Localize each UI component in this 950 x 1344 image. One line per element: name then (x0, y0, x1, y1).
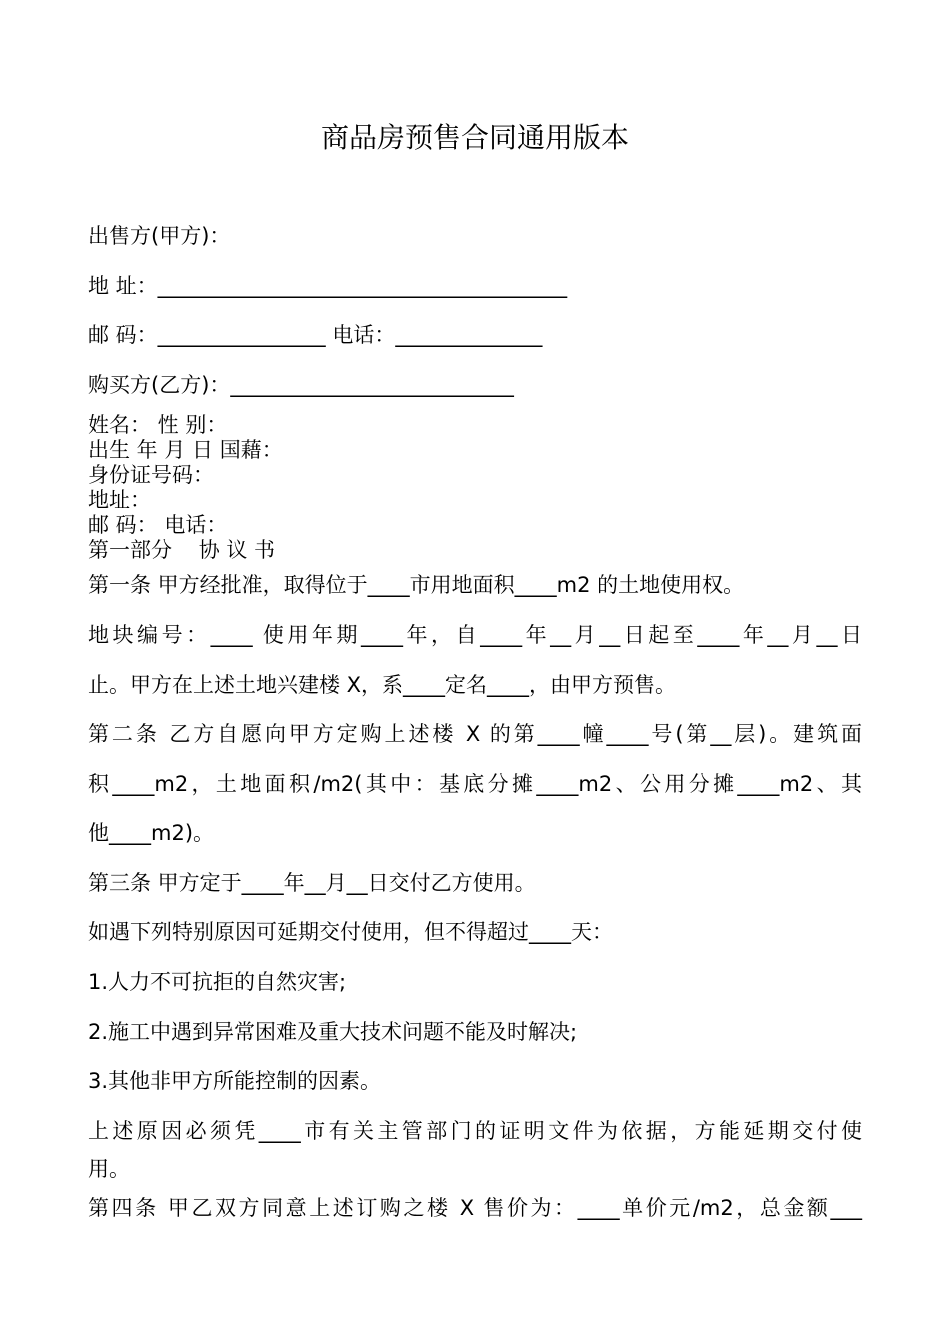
delay-reason-3: 3.其他非甲方所能控制的因素。 (88, 1069, 382, 1093)
delay-reason-2: 2.施工中遇到异常困难及重大技术问题不能及时解决; (88, 1020, 578, 1044)
buyer-birth-nationality: 出生 年 月 日 国藉： (88, 438, 283, 462)
seller-postcode-phone-line: 邮 码：________________ 电话：______________ (88, 323, 543, 347)
article-1: 第一条 甲方经批准，取得位于____市用地面积____m2 的土地使用权。 (88, 573, 745, 597)
article-2: 第二条 乙方自愿向甲方定购上述楼 X 的第____幢____号(第__层)。建筑面 (88, 722, 862, 746)
buyer-id-number: 身份证号码： (88, 463, 214, 487)
seller-address-line: 地 址：_______________________________________ (88, 274, 568, 298)
buyer-label: 购买方(乙方)：___________________________ (88, 373, 514, 397)
article-3: 第三条 甲方定于____年__月__日交付乙方使用。 (88, 871, 536, 895)
article-3-delay: 如遇下列特别原因可延期交付使用，但不得超过____天： (88, 920, 613, 944)
section-heading: 第一部分 协 议 书 (88, 538, 276, 562)
article-1-building: 止。甲方在上述土地兴建楼 X，系____定名____，由甲方预售。 (88, 673, 677, 697)
buyer-name-gender: 姓名： 性 别： (88, 413, 228, 437)
article-1-lot: 地块编号：____ 使用年期____年，自____年__月__日起至____年__月__日 (88, 623, 862, 647)
article-2-area: 积____m2，土地面积/m2(其中：基底分摊____m2、公用分摊____m2、其 (88, 772, 862, 796)
delay-evidence-end: 用。 (88, 1157, 130, 1181)
buyer-address: 地址： (88, 488, 151, 512)
delay-evidence: 上述原因必须凭____市有关主管部门的证明文件为依据，方能延期交付使 (88, 1119, 862, 1143)
article-4: 第四条 甲乙双方同意上述订购之楼 X 售价为：____单价元/m2，总金额___ (88, 1196, 862, 1220)
delay-reason-1: 1.人力不可抗拒的自然灾害; (88, 970, 347, 994)
article-2-other: 他____m2)。 (88, 821, 215, 845)
seller-label: 出售方(甲方)： (88, 224, 231, 248)
buyer-postcode-phone: 邮 码： 电话： (88, 513, 228, 537)
document-title: 商品房预售合同通用版本 (320, 121, 629, 154)
